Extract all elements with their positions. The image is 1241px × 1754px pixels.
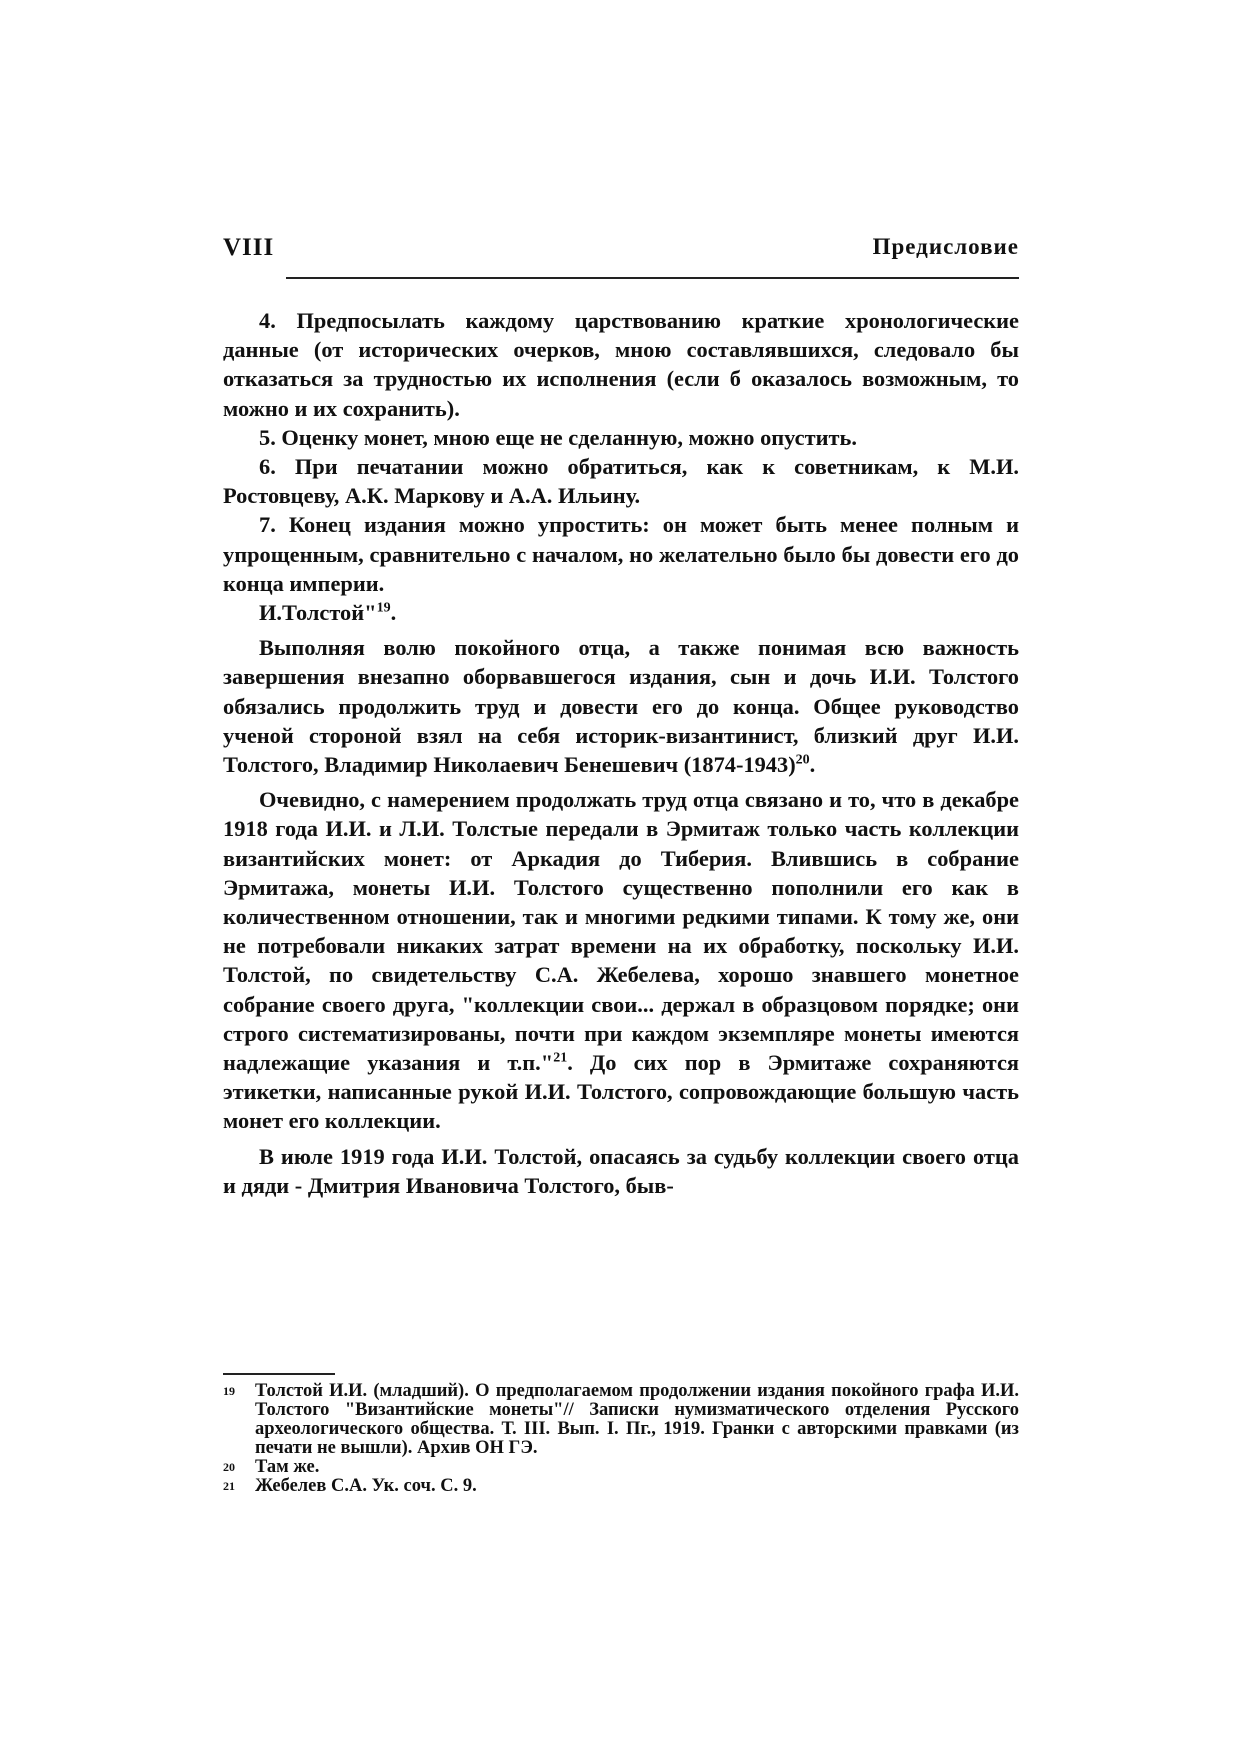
header-rule — [286, 277, 1019, 279]
running-head — [223, 234, 1019, 274]
footnote-number: 19 — [223, 1384, 235, 1398]
paragraph-6-end: . До сих пор в Эрмитаже сохраняются этикетки, написанные рукой И.И. Толстого, сопровождающие большую часть монет его коллекции. — [223, 1050, 1019, 1134]
footnote-rule — [223, 1373, 335, 1375]
footnote-ref-20: 20 — [795, 752, 810, 768]
signature-end: . — [390, 600, 397, 626]
footnote-number: 20 — [223, 1460, 235, 1474]
footnote-text: Жебелев С.А. Ук. соч. С. 9. — [255, 1476, 477, 1496]
footnote-text: Там же. — [255, 1457, 320, 1477]
paragraph-5 — [223, 633, 1019, 779]
footnote-19 — [223, 1382, 1019, 1458]
paragraph-4: 7. Конец издания можно упростить: он может быть менее полным и упрощенным, сравнительно с началом, но желательно было бы довести его до конца империи. — [223, 512, 1019, 596]
paragraph-5-end: . — [809, 752, 816, 778]
body-text — [223, 306, 1019, 1200]
paragraph-6-text: Очевидно, с намерением продолжать труд отца связано и то, что в декабре 1918 года И.И. и Л.И. Толстые передали в Эрмитаж только часть коллекции византийских монет: от Аркадия до Тиберия. Влившись в собрание Эрмитажа, монеты И.И. Толстого существенно пополнили его как в количественном отношении, так и многими редкими типами. К тому же, они не потребовали никаких затрат времени на их обработку, поскольку И.И. Толстой, по свидетельству С.А. Жебелева, хорошо знавшего монетное собрание своего друга, "коллекции свои... держал в образцовом порядке; они строго систематизированы, почти при каждом экземпляре монеты имеются надлежащие указания и т.п." — [223, 787, 1019, 1076]
paragraph-7: В июле 1919 года И.И. Толстой, опасаясь за судьбу коллекции своего отца и дяди - Дмитрия Ивановича Толстого, быв- — [223, 1143, 1019, 1198]
footnotes — [223, 1382, 1019, 1496]
paragraph-2: 5. Оценку монет, мною еще не сделанную, можно опустить. — [259, 424, 857, 450]
footnote-21 — [223, 1477, 1019, 1496]
section-title: Предисловие — [872, 234, 1019, 259]
paragraph-6 — [223, 785, 1019, 1135]
footnote-ref-21: 21 — [553, 1050, 568, 1066]
footnote-20 — [223, 1458, 1019, 1477]
signature-line — [223, 598, 1019, 627]
footnote-number: 21 — [223, 1479, 235, 1493]
paragraph-5-text: Выполняя волю покойного отца, а также понимая всю важность завершения внезапно оборвавшегося издания, сын и дочь И.И. Толстого обязались продолжить труд и довести его до конца. Общее руководство ученой стороной взял на себя историк-византинист, близкий друг И.И. Толстого, Владимир Николаевич Бенешевич (1874-1943) — [223, 635, 1019, 778]
page-number: VIII — [223, 234, 275, 261]
paragraph-1: 4. Предпосылать каждому царствованию краткие хронологические данные (от исторических очерков, мною составлявшихся, следовало бы отказаться за трудностью их исполнения (если б оказалось возможным, то можно и их сохранить). — [223, 308, 1019, 421]
signature-text: И.Толстой" — [259, 600, 377, 626]
footnote-text: Толстой И.И. (младший). О предполагаемом продолжении издания покойного графа И.И. Толстого "Византийские монеты"// Записки нумизматического отделения Русского археологического общества. Т. III. Вып. I. Пг., 1919. Гранки с авторскими правками (из печати не вышли). Архив ОН ГЭ. — [255, 1381, 1019, 1458]
footnote-ref-19: 19 — [376, 600, 391, 616]
paragraph-3: 6. При печатании можно обратиться, как к советникам, к М.И. Ростовцеву, А.К. Маркову и А.А. Ильину. — [223, 454, 1019, 509]
